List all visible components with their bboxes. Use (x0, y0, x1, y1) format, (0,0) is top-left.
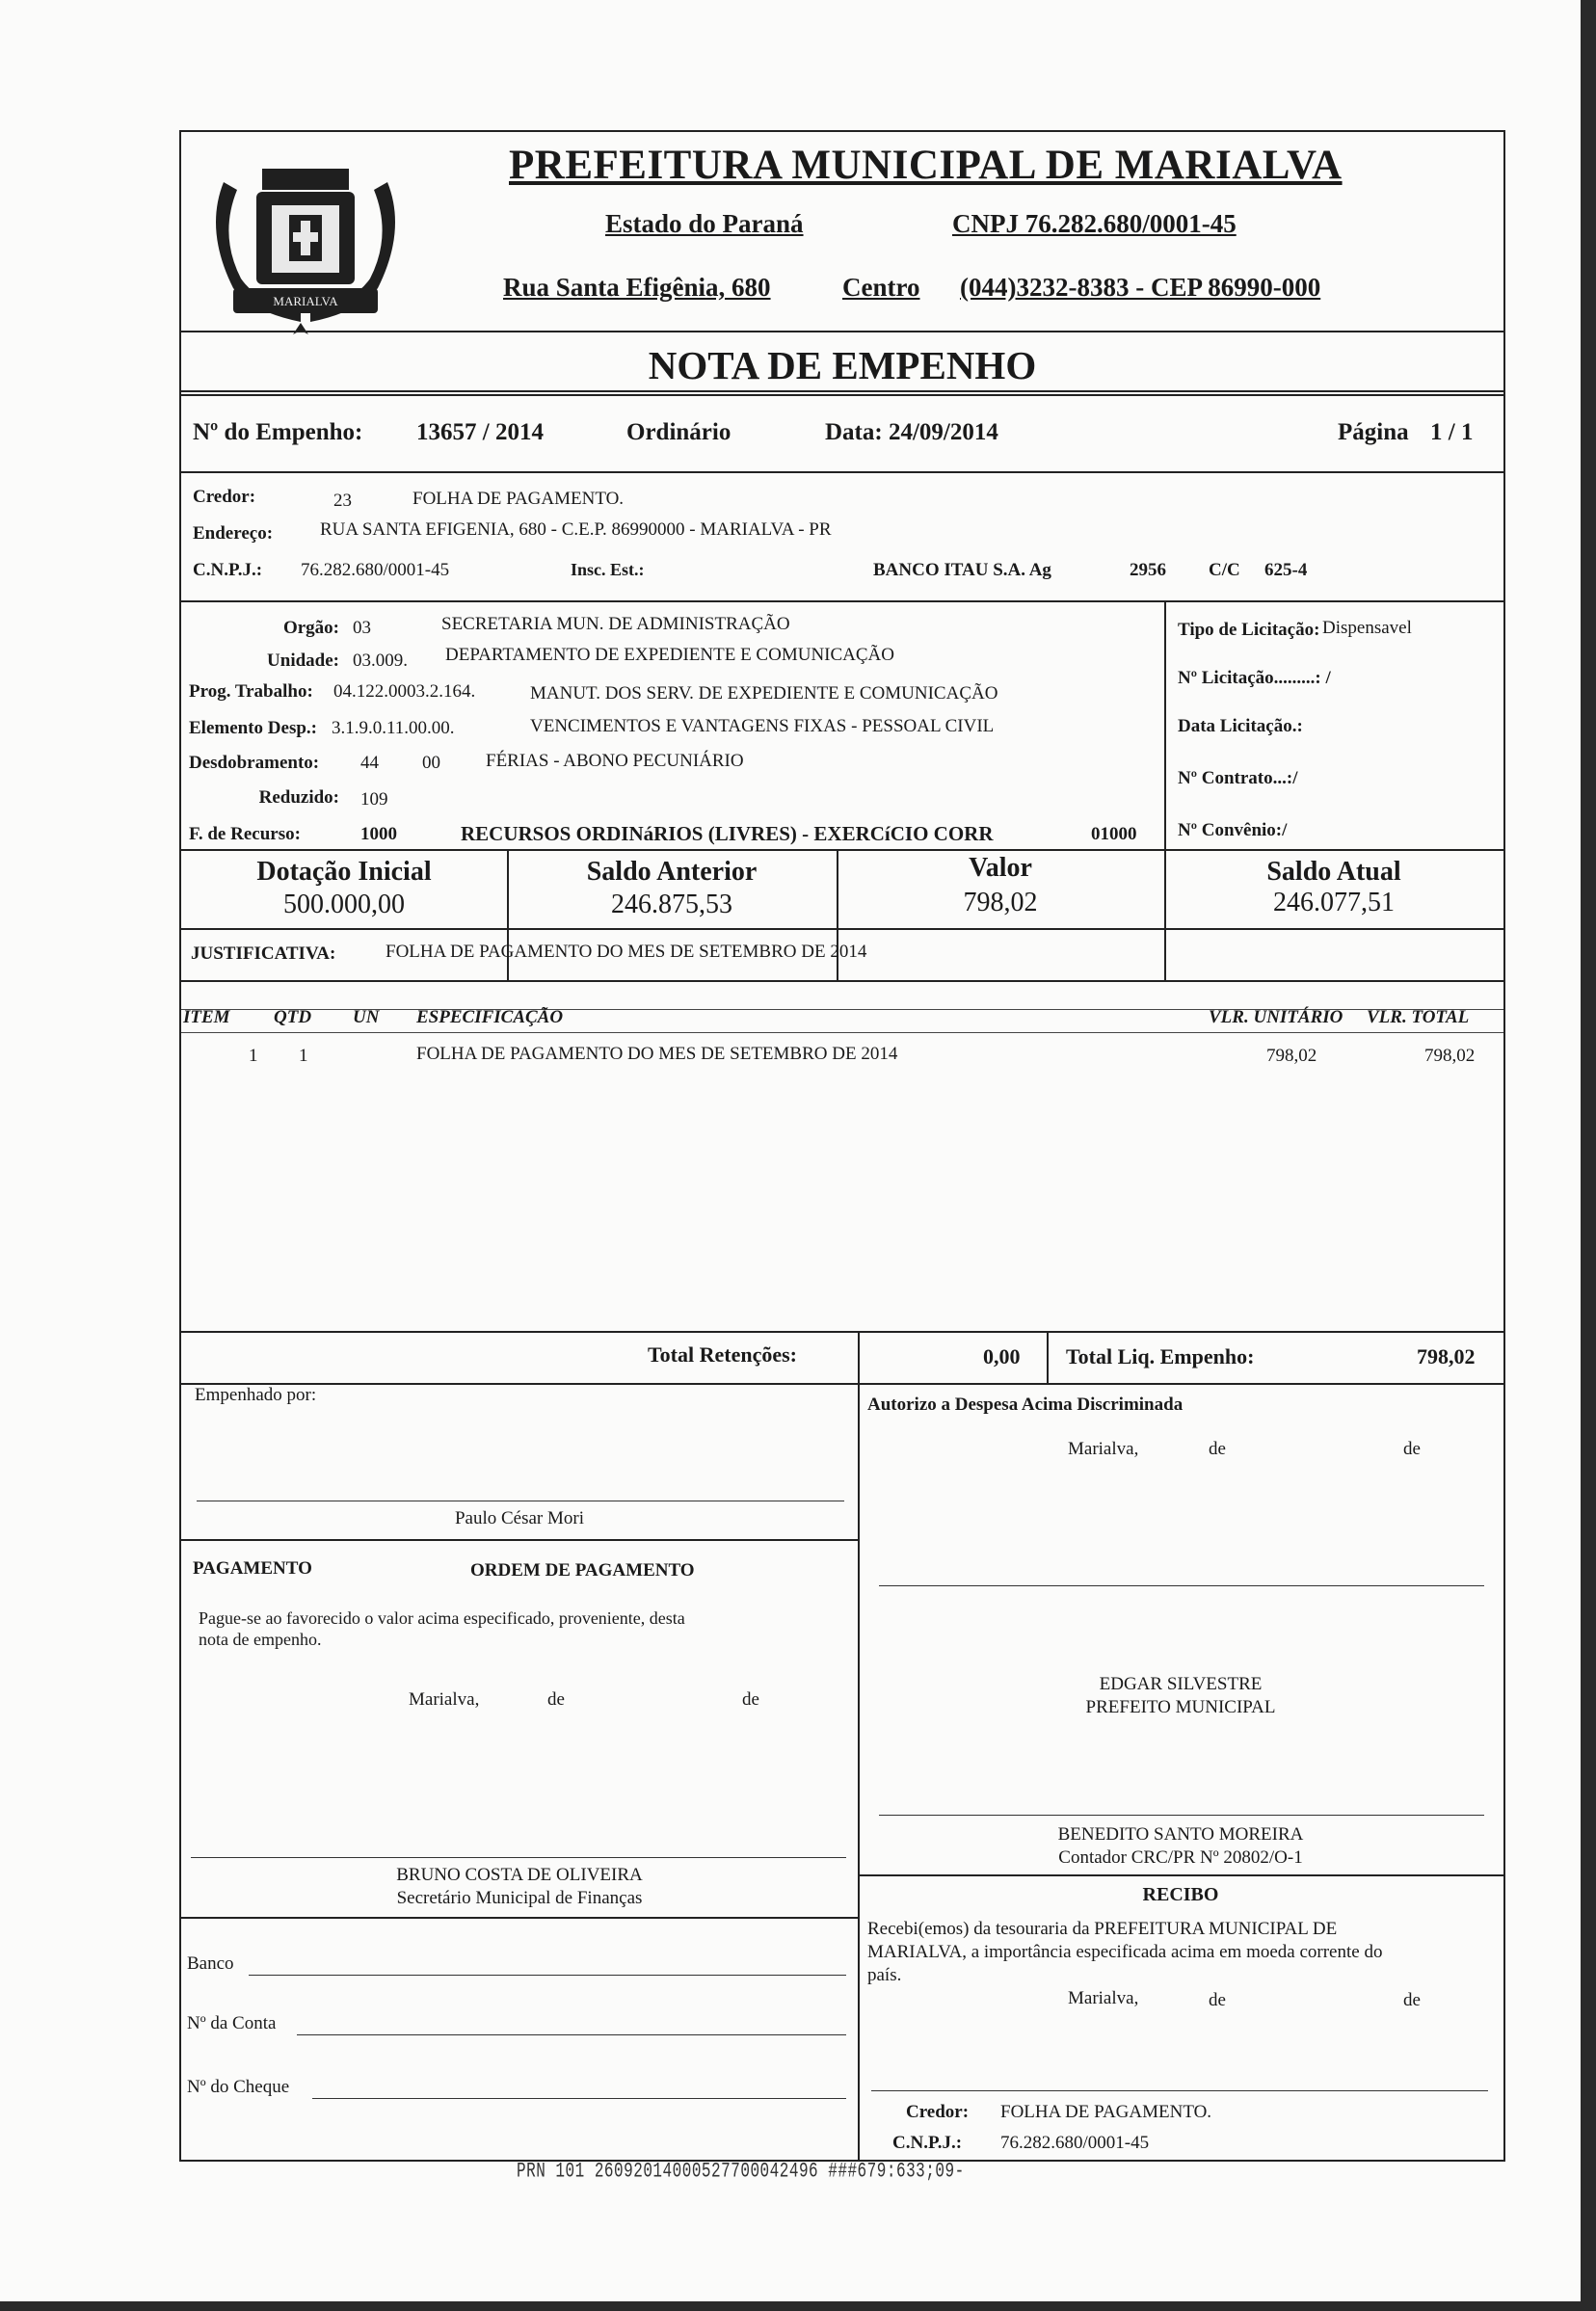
col-un: UN (353, 1007, 380, 1027)
pagamento-de-2: de (742, 1689, 759, 1710)
valor-label: Valor (969, 853, 1032, 883)
total-retencoes-value: 0,00 (983, 1344, 1021, 1368)
banco-field-label: Banco (187, 1953, 234, 1974)
total-retencoes-label: Total Retenções: (648, 1342, 797, 1367)
recibo-credor-label: Credor: (906, 2102, 970, 2122)
empenho-date: Data: 24/09/2014 (825, 419, 998, 445)
page-label: Página (1338, 419, 1409, 445)
unidade-name: DEPARTAMENTO DE EXPEDIENTE E COMUNICAÇÃO (445, 645, 895, 665)
empenho-number-label: Nº do Empenho: (193, 419, 363, 445)
total-liquido-label: Total Liq. Empenho: (1066, 1344, 1255, 1368)
valor-value: 798,02 (963, 888, 1038, 917)
empenho-type: Ordinário (626, 419, 732, 445)
numero-licitacao: Nº Licitação.........: / (1178, 668, 1331, 688)
credor-code: 23 (333, 491, 352, 511)
numero-convenio: Nº Convênio:/ (1178, 820, 1288, 840)
state-name: Estado do Paraná (605, 209, 804, 238)
desdobramento-code: 44 (360, 753, 379, 773)
credor-name: FOLHA DE PAGAMENTO. (412, 489, 625, 509)
credor-label: Credor: (193, 487, 256, 507)
col-vlr-unitario: VLR. UNITÁRIO (1209, 1007, 1343, 1027)
unidade-code: 03.009. (353, 651, 408, 671)
credor-endereco: RUA SANTA EFIGENIA, 680 - C.E.P. 86990000 - MARIALVA - PR (320, 519, 832, 540)
crest-text: MARIALVA (273, 294, 338, 308)
recibo-de-2: de (1403, 1990, 1421, 2010)
street-address: Rua Santa Efigênia, 680 (503, 273, 771, 302)
recibo-de-1: de (1209, 1990, 1226, 2010)
pagamento-text-2: nota de empenho. (199, 1630, 322, 1649)
justificativa-label: JUSTIFICATIVA: (191, 943, 336, 964)
elemento-name: VENCIMENTOS E VANTAGENS FIXAS - PESSOAL CIVIL (530, 716, 995, 736)
saldo-atual-value: 246.077,51 (1273, 888, 1395, 917)
cc-label: C/C (1209, 560, 1240, 580)
prefeito-role: PREFEITO MUNICIPAL (1085, 1697, 1276, 1717)
desdobramento-label: Desdobramento: (189, 753, 320, 773)
pagamento-label: PAGAMENTO (193, 1558, 312, 1579)
item-spec: FOLHA DE PAGAMENTO DO MES DE SETEMBRO DE 2014 (416, 1044, 898, 1064)
prog-trabalho-code: 04.122.0003.2.164. (333, 681, 476, 702)
recibo-line-3: país. (867, 1965, 902, 1985)
fonte-recurso-label: F. de Recurso: (189, 824, 301, 844)
nota-de-empenho-form (179, 130, 1505, 2162)
secretario-signature-line (191, 1857, 846, 1858)
reduzido-value: 109 (360, 789, 388, 810)
fonte-recurso-end: 01000 (1091, 824, 1137, 844)
secretario-name: BRUNO COSTA DE OLIVEIRA (396, 1865, 643, 1885)
numero-contrato: Nº Contrato...:/ (1178, 768, 1298, 788)
recibo-line-1: Recebi(emos) da tesouraria da PREFEITURA MUNICIPAL DE (867, 1919, 1338, 1939)
col-especificacao: ESPECIFICAÇÃO (416, 1007, 564, 1027)
contador-role: Contador CRC/PR Nº 20802/O-1 (1058, 1847, 1303, 1868)
empenhado-por-label: Empenhado por: (195, 1385, 317, 1405)
contador-signature-line (879, 1815, 1484, 1816)
elemento-code: 3.1.9.0.11.00.00. (332, 718, 455, 738)
insc-est-label: Insc. Est.: (571, 560, 645, 579)
recibo-cnpj-label: C.N.P.J.: (892, 2133, 963, 2153)
endereco-label: Endereço: (193, 523, 274, 544)
cheque-field-line (312, 2098, 846, 2099)
col-qtd: QTD (274, 1007, 312, 1027)
cheque-field-label: Nº do Cheque (187, 2077, 290, 2097)
tipo-licitacao-label: Tipo de Licitação: (1178, 620, 1320, 640)
col-item: ITEM (183, 1007, 230, 1027)
recibo-cnpj: 76.282.680/0001-45 (1000, 2133, 1150, 2153)
credor-cnpj: 76.282.680/0001-45 (301, 560, 450, 580)
desdobramento-sub: 00 (422, 753, 440, 773)
ordem-pagamento-label: ORDEM DE PAGAMENTO (470, 1560, 695, 1581)
prefeitura-title: PREFEITURA MUNICIPAL DE MARIALVA (509, 143, 1343, 188)
cc-number: 625-4 (1264, 560, 1308, 580)
pagamento-de-1: de (547, 1689, 565, 1710)
item-vlr-unitario: 798,02 (1266, 1046, 1317, 1066)
empenho-number: 13657 / 2014 (416, 419, 544, 445)
autorizo-place: Marialva, (1068, 1439, 1139, 1459)
orgao-code: 03 (353, 618, 371, 638)
banco-field-line (249, 1975, 846, 1976)
conta-field-line (297, 2034, 846, 2035)
reduzido-label: Reduzido: (258, 787, 339, 808)
autorizo-de-1: de (1209, 1439, 1226, 1459)
municipal-crest (195, 144, 416, 336)
credor-cnpj-label: C.N.P.J.: (193, 560, 263, 580)
pagamento-text-1: Pague-se ao favorecido o valor acima especificado, proveniente, desta (199, 1608, 685, 1628)
dotacao-inicial-label: Dotação Inicial (256, 857, 432, 887)
bank-name: BANCO ITAU S.A. Ag (873, 560, 1051, 580)
conta-field-label: Nº da Conta (187, 2013, 277, 2033)
prog-trabalho-name: MANUT. DOS SERV. DE EXPEDIENTE E COMUNICAÇÃO (530, 683, 998, 704)
autorizo-de-2: de (1403, 1439, 1421, 1459)
item-vlr-total: 798,02 (1424, 1046, 1476, 1066)
document-title: NOTA DE EMPENHO (648, 343, 1037, 387)
contador-name: BENEDITO SANTO MOREIRA (1057, 1824, 1304, 1845)
justificativa-text: FOLHA DE PAGAMENTO DO MES DE SETEMBRO DE 2014 (386, 942, 867, 962)
item-number: 1 (249, 1046, 258, 1066)
total-liquido-value: 798,02 (1417, 1344, 1476, 1368)
phone-cep: (044)3232-8383 - CEP 86990-000 (960, 273, 1321, 302)
fonte-recurso-code: 1000 (360, 824, 397, 844)
recibo-title: RECIBO (1142, 1884, 1219, 1905)
item-qtd: 1 (299, 1046, 308, 1066)
saldo-anterior-label: Saldo Anterior (586, 857, 758, 887)
data-licitacao: Data Licitação.: (1178, 716, 1303, 736)
autorizo-label: Autorizo a Despesa Acima Discriminada (867, 1395, 1184, 1415)
col-vlr-total: VLR. TOTAL (1367, 1007, 1470, 1027)
orgao-label: Orgão: (282, 618, 339, 638)
prefeito-signature-line (879, 1585, 1484, 1586)
bank-agency: 2956 (1130, 560, 1166, 580)
empenhado-name: Paulo César Mori (454, 1508, 585, 1528)
dotacao-inicial-value: 500.000,00 (283, 890, 405, 919)
saldo-anterior-value: 246.875,53 (611, 890, 732, 919)
unidade-label: Unidade: (267, 651, 339, 671)
fonte-recurso-name: RECURSOS ORDINáRIOS (LIVRES) - EXERCíCIO CORR (461, 822, 994, 845)
desdobramento-name: FÉRIAS - ABONO PECUNIÁRIO (486, 751, 744, 771)
recibo-signature-line (871, 2090, 1488, 2091)
elemento-label: Elemento Desp.: (189, 718, 317, 738)
page-number: 1 / 1 (1430, 419, 1474, 445)
secretario-role: Secretário Municipal de Finanças (396, 1888, 643, 1908)
recibo-line-2: MARIALVA, a importância especificada acima em moeda corrente do (867, 1942, 1383, 1962)
prefeitura-cnpj: CNPJ 76.282.680/0001-45 (952, 209, 1237, 238)
pagamento-place: Marialva, (409, 1689, 480, 1710)
tipo-licitacao: Dispensavel (1322, 618, 1412, 638)
recibo-place: Marialva, (1068, 1988, 1139, 2008)
district: Centro (842, 273, 920, 302)
prog-trabalho-label: Prog. Trabalho: (189, 681, 313, 702)
barcode-stamp: PRN 101 26092014000527700042496 ###679:633;09- (517, 2159, 965, 2184)
prefeito-name: EDGAR SILVESTRE (1099, 1674, 1263, 1694)
recibo-credor: FOLHA DE PAGAMENTO. (1000, 2102, 1212, 2122)
orgao-name: SECRETARIA MUN. DE ADMINISTRAÇÃO (441, 614, 790, 634)
saldo-atual-label: Saldo Atual (1266, 857, 1401, 887)
